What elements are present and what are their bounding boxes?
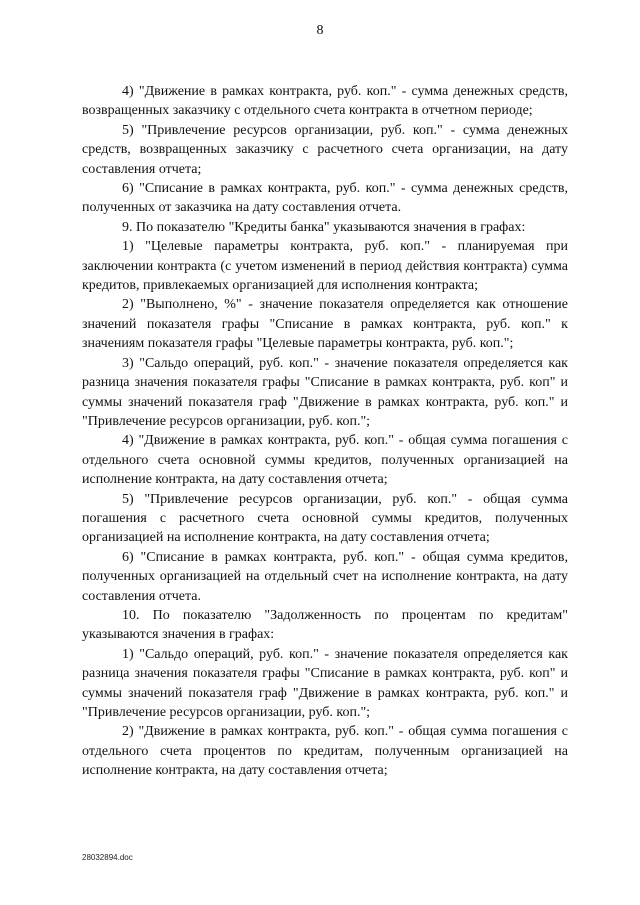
paragraph-9-4b: 4) "Движение в рамках контракта, руб. коп." - общая сумма погашения с отдельного счета основной суммы кредитов, полученных организацией на исполнение контракта, на дату составления отчета;: [82, 433, 568, 488]
paragraph-9-2: 2) "Выполнено, %" - значение показателя определяется как отношение значений показателя графы "Списание в рамках контракта, руб. коп." к значениям показателя графы "Целевые параметры контракта, руб. коп.";: [82, 297, 568, 352]
footer-file-code: 28032894.doc: [82, 853, 133, 862]
page-number: 8: [316, 23, 324, 38]
paragraph-9-6: 6) "Списание в рамках контракта, руб. коп." - сумма денежных средств, полученных от заказчика на дату составления отчета.: [82, 181, 568, 216]
document-body: [82, 82, 568, 781]
paragraph-9-5b: 5) "Привлечение ресурсов организации, руб. коп." - общая сумма погашения с расчетного счета основной суммы кредитов, полученных организацией на исполнение контракта, на дату составления отчета;: [82, 491, 568, 546]
paragraph-9-3: 3) "Сальдо операций, руб. коп." - значение показателя определяется как разница значения показателя графы "Списание в рамках контракта, руб. коп" и суммы значений показателя граф "Движение в рамках контракта, руб. коп." и "Привлечение ресурсов организации, руб. коп.";: [82, 355, 568, 429]
section-9-heading: 9. По показателю "Кредиты банка" указываются значения в графах:: [122, 219, 526, 235]
paragraph-10-1: 1) "Сальдо операций, руб. коп." - значение показателя определяется как разница значения показателя графы "Списание в рамках контракта, руб. коп" и суммы значений показателя граф "Движение в рамках контракта, руб. коп." и "Привлечение ресурсов организации, руб. коп.";: [82, 646, 568, 720]
paragraph-9-5: 5) "Привлечение ресурсов организации, руб. коп." - сумма денежных средств, возвращенных заказчику с расчетного счета организации, на дату составления отчета;: [82, 122, 568, 177]
paragraph-9-6b: 6) "Списание в рамках контракта, руб. коп." - общая сумма кредитов, полученных организацией на отдельный счет на исполнение контракта, на дату составления отчета.: [82, 549, 568, 604]
paragraph-10-2: 2) "Движение в рамках контракта, руб. коп." - общая сумма погашения с отдельного счета процентов по кредитам, полученным организацией на исполнение контракта, на дату составления отчета;: [82, 724, 568, 779]
paragraph-9-4: 4) "Движение в рамках контракта, руб. коп." - сумма денежных средств, возвращенных заказчику с отдельного счета контракта в отчетном периоде;: [82, 84, 568, 119]
section-10-heading: 10. По показателю "Задолженность по процентам по кредитам" указываются значения в графах:: [82, 607, 568, 643]
paragraph-9-1: 1) "Целевые параметры контракта, руб. коп." - планируемая при заключении контракта (с учетом изменений в период действия контракта) сумма кредитов, привлекаемых организацией для исполнения контракта;: [82, 239, 568, 294]
